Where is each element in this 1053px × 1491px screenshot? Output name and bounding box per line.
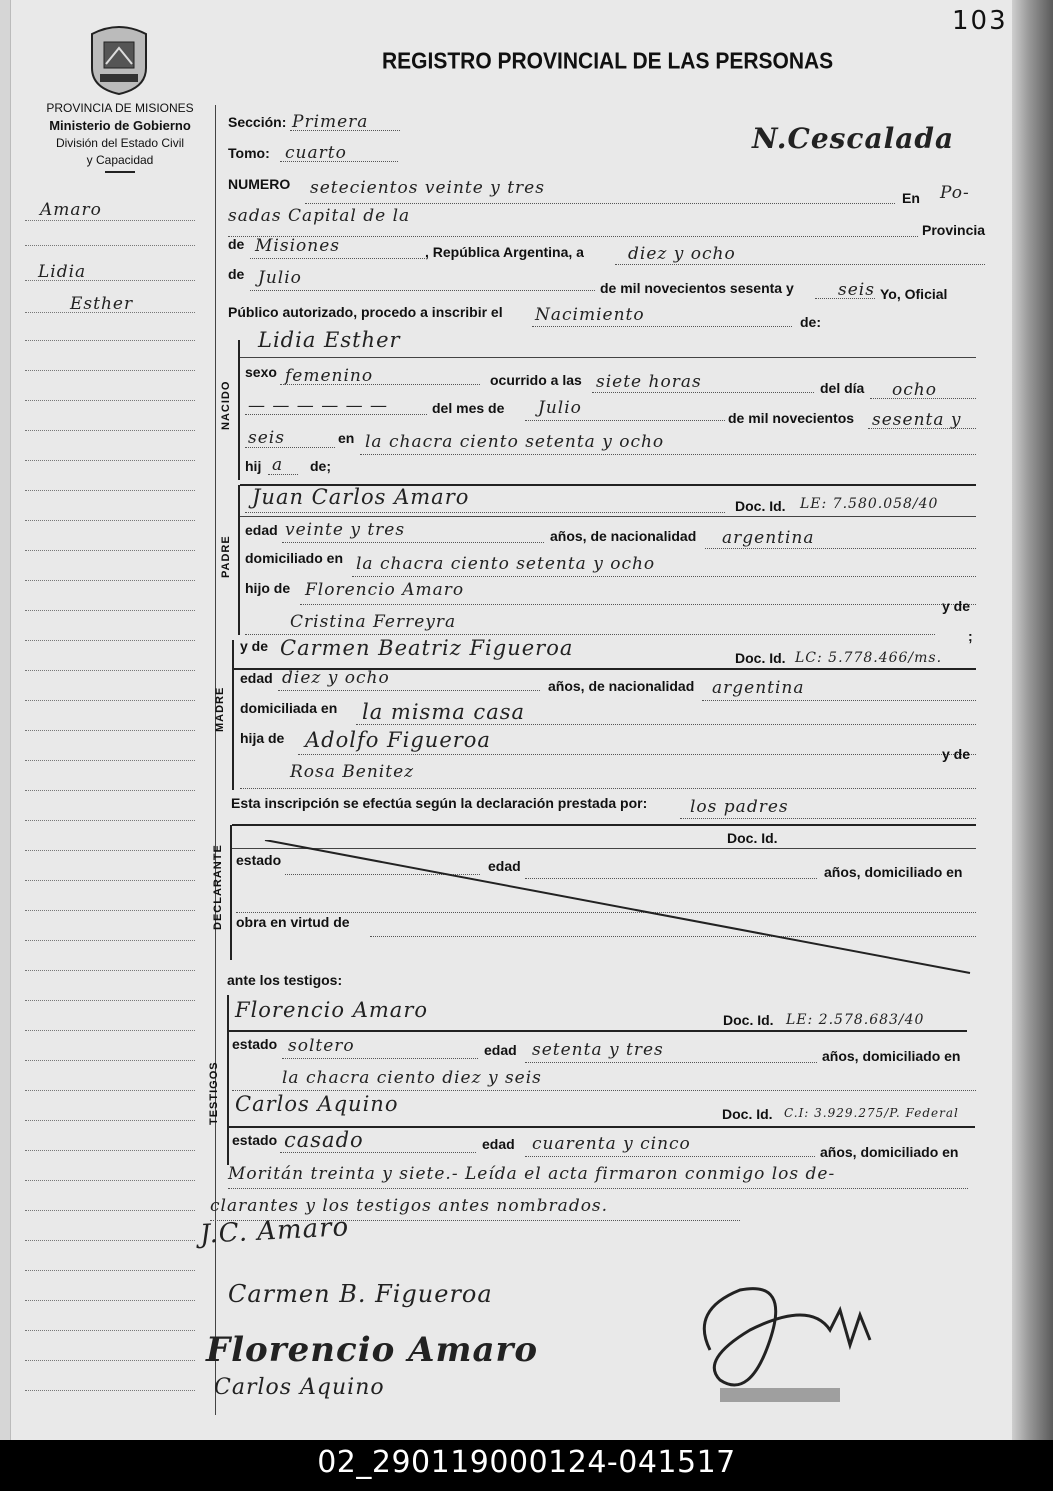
padre-edad-label: edad	[245, 522, 278, 538]
testigo1-estado-label: estado	[232, 1036, 278, 1052]
testigo2-nombre: Carlos Aquino	[235, 1092, 399, 1116]
testigo1-doc-label: Doc. Id.	[723, 1012, 774, 1028]
madre-hija-label: hija de	[240, 730, 285, 746]
publico-label: Público autorizado, procedo a inscribir el	[228, 304, 503, 320]
declarante-obra-label: obra en virtud de	[236, 914, 350, 930]
margin-note-first-name: Lidia	[38, 262, 87, 282]
declarante-doc-label: Doc. Id.	[727, 830, 778, 846]
padre-nombre: Juan Carlos Amaro	[252, 485, 470, 509]
officer-signature-mark	[680, 1270, 890, 1420]
testigo2-estado-label: estado	[232, 1132, 278, 1148]
en-label: En	[902, 190, 920, 206]
madre-edad-label: edad	[240, 670, 273, 686]
nacido-name-line	[240, 357, 976, 358]
declaracion-value: los padres	[690, 797, 789, 817]
madre-nombre: Carmen Beatriz Figueroa	[280, 636, 574, 660]
de-label: de	[228, 236, 245, 252]
testigo1-anos-label: años, domiciliado en	[822, 1048, 961, 1064]
binding-strip	[0, 0, 11, 1440]
padre-domicilio-label: domiciliado en	[245, 550, 344, 566]
numero-label: NUMERO	[228, 176, 291, 192]
margin-note-second-name: Esther	[70, 294, 134, 314]
anio-value: seis	[838, 280, 875, 300]
testigo1-nombre: Florencio Amaro	[235, 998, 428, 1022]
de-value: Misiones	[255, 236, 340, 256]
testigo1-edad-value: setenta y tres	[532, 1040, 664, 1060]
nacido-anio-value: sesenta y	[872, 410, 962, 430]
sexo-value: femenino	[285, 366, 374, 386]
testigo2-anos-label: años, domiciliado en	[820, 1144, 959, 1160]
madre-yde2-label: y de	[942, 746, 971, 762]
hij-de-label: de;	[310, 458, 331, 474]
nacido-en-label: en	[338, 430, 355, 446]
testigo1-doc-value: LE: 2.578.683/40	[786, 1012, 925, 1028]
padre-anos-label: años, de nacionalidad	[550, 528, 697, 544]
scan-id-footer: 02_290119000124-041517	[0, 1440, 1053, 1491]
testigo1-edad-label: edad	[484, 1042, 517, 1058]
testigo1-name-rule	[229, 1030, 967, 1032]
nacido-dash-value: — — — — — —	[248, 396, 389, 416]
madre-yde-label: y de	[240, 638, 269, 654]
padre-edad-value: veinte y tres	[285, 520, 406, 540]
division-name-2: y Capacidad	[86, 153, 154, 167]
place-value: sadas Capital de la	[228, 206, 411, 226]
de3-label: de:	[800, 314, 821, 330]
madre-nacionalidad-value: argentina	[712, 678, 805, 698]
division-name: División del Estado Civil	[55, 136, 185, 150]
closing-line-1: Moritán treinta y siete.- Leída el acta firmaron conmigo los de-	[228, 1164, 836, 1184]
madre-doc-value: LC: 5.778.466/ms.	[795, 650, 943, 666]
declaracion-label: Esta inscripción se efectúa según la declaración prestada por:	[231, 795, 648, 811]
declarante-top-rule	[232, 824, 976, 826]
madre-doc-label: Doc. Id.	[735, 650, 786, 666]
padre-padre-value: Florencio Amaro	[305, 580, 465, 600]
nacido-section-label: NACIDO	[220, 380, 232, 430]
padre-section-label: PADRE	[220, 535, 232, 578]
madre-padre-value: Adolfo Figueroa	[305, 728, 491, 752]
madre-edad-value: diez y ocho	[282, 668, 390, 688]
testigo1-estado-value: soltero	[288, 1036, 355, 1056]
padre-madre-value: Cristina Ferreyra	[290, 612, 457, 632]
nacido-bracket	[238, 340, 240, 480]
nacido-nombre: Lidia Esther	[258, 328, 401, 352]
ocurrido-label: ocurrido a las	[490, 372, 582, 388]
declarante-edad-label: edad	[488, 858, 521, 874]
testigo2-doc-label: Doc. Id.	[722, 1106, 773, 1122]
mil-label: de mil novecientos sesenta y	[600, 280, 794, 296]
padre-hijo-label: hijo de	[245, 580, 291, 596]
padre-nacionalidad-value: argentina	[722, 528, 815, 548]
mes-value: Julio	[258, 268, 302, 288]
madre-madre-value: Rosa Benitez	[290, 762, 415, 782]
nacido-lugar-value: la chacra ciento setenta y ocho	[365, 432, 665, 452]
testigos-label: ante los testigos:	[227, 972, 343, 988]
madre-domicilio-value: la misma casa	[362, 700, 526, 724]
testigo2-estado-value: casado	[284, 1128, 364, 1152]
padre-doc-label: Doc. Id.	[735, 498, 786, 514]
province-name: PROVINCIA DE MISIONES	[46, 101, 194, 115]
madre-section-label: MADRE	[214, 686, 226, 732]
sexo-label: sexo	[245, 364, 277, 380]
testigo2-edad-value: cuarenta y cinco	[532, 1134, 691, 1154]
declarante-estado-label: estado	[236, 852, 282, 868]
deldia-label: del día	[820, 380, 865, 396]
hora-value: siete horas	[596, 372, 702, 392]
officer-signature: N.Cescalada	[752, 122, 955, 155]
testigo2-edad-label: edad	[482, 1136, 515, 1152]
nacido-dia-value: ocho	[892, 380, 937, 400]
document-title: REGISTRO PROVINCIAL DE LAS PERSONAS	[382, 48, 834, 75]
testigos-section-label: TESTIGOS	[208, 1061, 220, 1125]
acto-value: Nacimiento	[535, 305, 645, 325]
tomo-label: Tomo:	[228, 145, 270, 161]
tomo-value: cuarto	[285, 143, 347, 163]
margin-note-surname: Amaro	[40, 200, 102, 220]
nacido-anio2-value: seis	[248, 428, 285, 448]
declarante-section-label: DECLARANTE	[212, 844, 224, 930]
madre-anos-label: años, de nacionalidad	[548, 678, 695, 694]
page-edge	[1012, 0, 1053, 1440]
padre-domicilio-value: la chacra ciento setenta y ocho	[356, 554, 656, 574]
madre-domicilio-label: domiciliada en	[240, 700, 338, 716]
republica-label: , República Argentina, a	[425, 244, 584, 260]
padre-semicolon: ;	[968, 628, 973, 644]
hij-value: a	[272, 455, 284, 475]
issuing-office	[20, 100, 220, 175]
declarante-strike-line	[230, 840, 980, 975]
signature-padre: J.C. Amaro	[199, 1212, 350, 1250]
dia-value: diez y ocho	[628, 244, 736, 264]
padre-name-rule	[240, 516, 976, 517]
madre-bracket	[232, 640, 234, 790]
nacido-mil-label: de mil novecientos	[728, 410, 855, 426]
nacido-mes-value: Julio	[538, 398, 582, 418]
signature-testigo2: Carlos Aquino	[214, 1375, 385, 1400]
page-number: 103	[952, 6, 1008, 36]
closing-line-2: clarantes y los testigos antes nombrados.	[210, 1196, 609, 1216]
ministry-name: Ministerio de Gobierno	[49, 118, 191, 133]
signature-madre: Carmen B. Figueroa	[228, 1280, 493, 1308]
testigos-bracket	[227, 995, 229, 1165]
testigo1-domicilio-value: la chacra ciento diez y seis	[282, 1068, 542, 1088]
hij-label: hij	[245, 458, 262, 474]
padre-yde-label: y de	[942, 598, 971, 614]
testigo2-doc-value: C.I: 3.929.275/P. Federal	[784, 1106, 959, 1120]
provincial-crest-icon	[86, 24, 152, 96]
declarante-anos-label: años, domiciliado en	[824, 864, 963, 880]
de2-label: de	[228, 266, 245, 282]
provincia-label: Provincia	[922, 222, 986, 238]
en-value: Po-	[940, 183, 970, 203]
seccion-value: Primera	[292, 112, 369, 132]
seccion-label: Sección:	[228, 114, 287, 130]
nacido-mes-label: del mes de	[432, 400, 505, 416]
oficial-label: Yo, Oficial	[880, 286, 948, 302]
numero-value: setecientos veinte y tres	[310, 178, 545, 198]
padre-doc-value: LE: 7.580.058/40	[800, 496, 939, 512]
padre-bracket	[238, 485, 240, 635]
signature-testigo1: Florencio Amaro	[206, 1330, 539, 1370]
